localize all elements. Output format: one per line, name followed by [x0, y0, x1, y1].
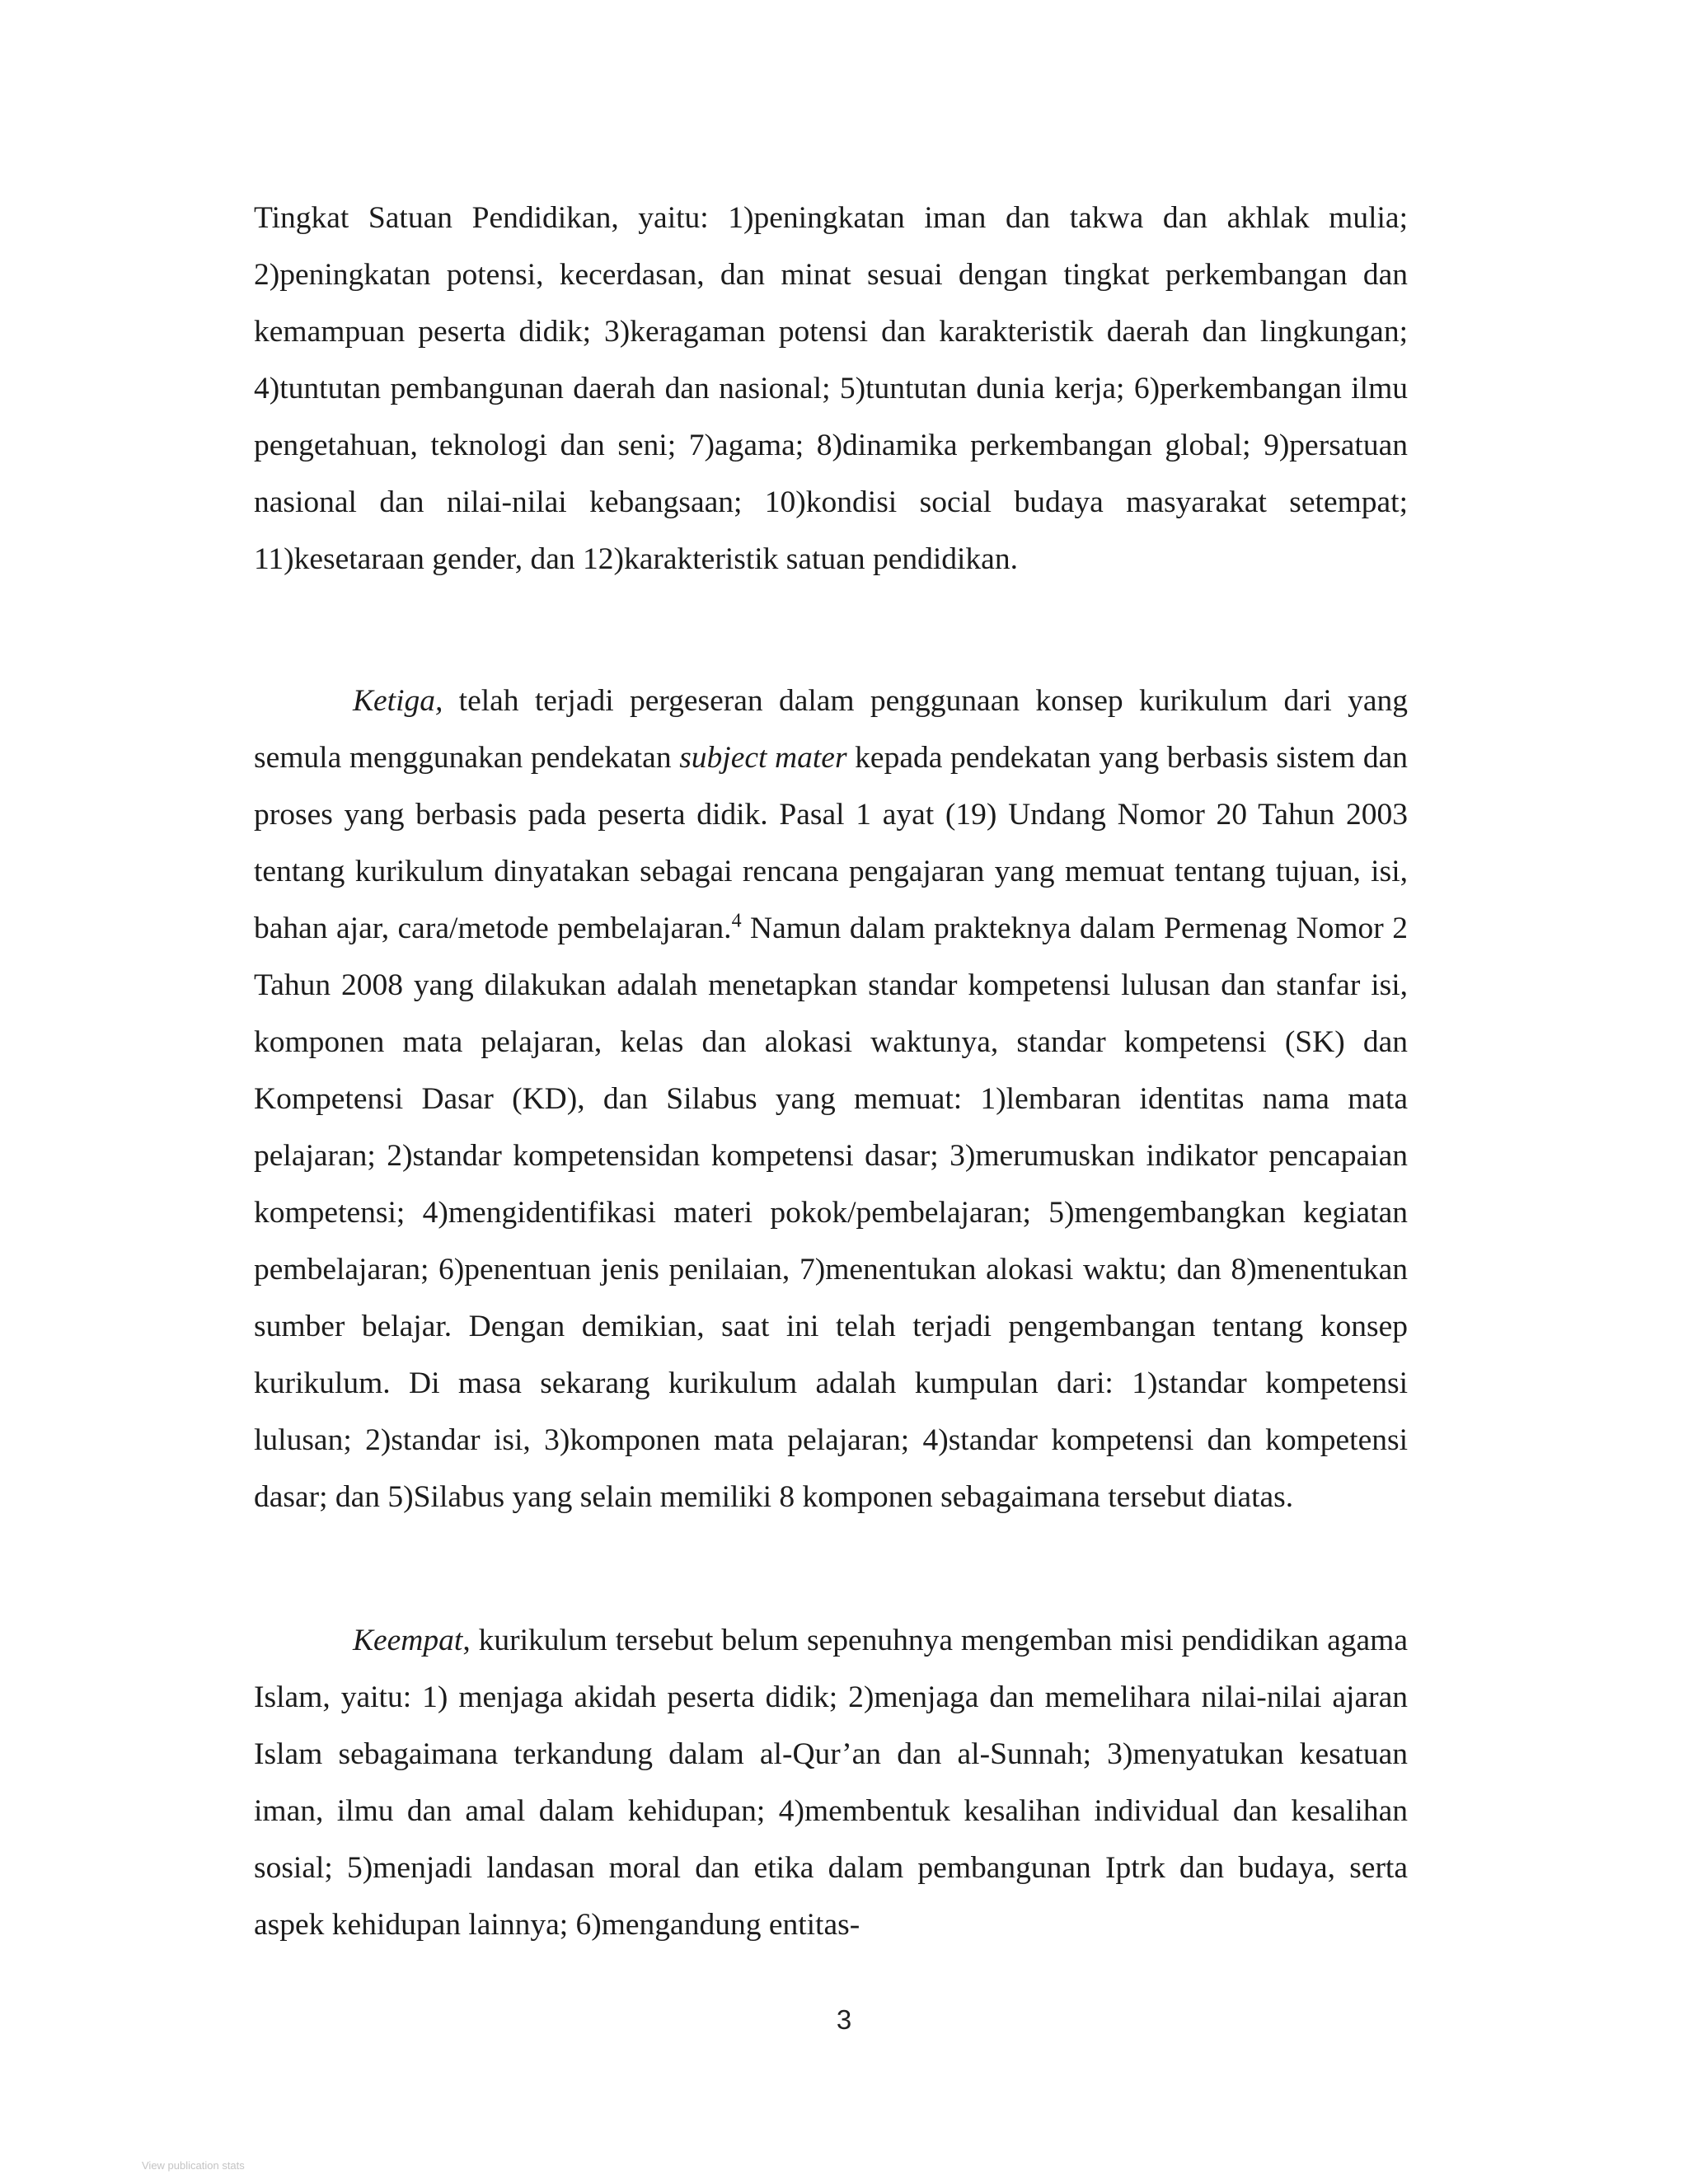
- paragraph-2-lead: Ketiga,: [353, 684, 443, 718]
- paragraph-3-text: , kurikulum tersebut belum sepenuhnya mengemban misi pendidikan agama Islam, yaitu: 1) menjaga akidah peserta didik; 2)menjaga dan memelihara nilai-nilai ajaran Islam sebagaimana terkandung dalam al-Qur’an dan al-Sunnah; 3)menyatukan kesatuan iman, ilmu dan amal dalam kehidupan; 4)membentuk kesalihan individual dan kesalihan sosial; 5)menjadi landasan moral dan etika dalam pembangunan Iptrk dan budaya, serta aspek kehidupan lainnya; 6)mengandung entitas-: [254, 1624, 1408, 1942]
- paragraph-3: [254, 1612, 1408, 1953]
- paragraph-2-text-b: kepada pendekatan yang berbasis sistem dan proses yang berbasis pada peserta didik. Pasal 1 ayat (19) Undang Nomor 20 Tahun 2003 tentang kurikulum dinyatakan sebagai rencana pengajaran yang memuat tentang tujuan, isi, bahan ajar, cara/metode pembelajaran.: [254, 741, 1408, 945]
- publication-stats-link[interactable]: View publication stats: [142, 2159, 245, 2172]
- paragraph-2-text-c: Namun dalam prakteknya dalam Permenag Nomor 2 Tahun 2008 yang dilakukan adalah menetapkan standar kompetensi lulusan dan stanfar isi, komponen mata pelajaran, kelas dan alokasi waktunya, standar kompetensi (SK) dan Kompetensi Dasar (KD), dan Silabus yang memuat: 1)lembaran identitas nama mata pelajaran; 2)standar kompetensidan kompetensi dasar; 3)merumuskan indikator pencapaian kompetensi; 4)mengidentifikasi materi pokok/pembelajaran; 5)mengembangkan kegiatan pembelajaran; 6)penentuan jenis penilaian, 7)menentukan alokasi waktu; dan 8)menentukan sumber belajar. Dengan demikian, saat ini telah terjadi pengembangan tentang konsep kurikulum. Di masa sekarang kurikulum adalah kumpulan dari: 1)standar kompetensi lulusan; 2)standar isi, 3)komponen mata pelajaran; 4)standar kompetensi dan kompetensi dasar; dan 5)Silabus yang selain memiliki 8 komponen sebagaimana tersebut diatas.: [254, 912, 1408, 1514]
- paragraph-2-term: subject mater: [679, 741, 847, 775]
- paragraph-2-text-a: telah terjadi pergeseran dalam penggunaan konsep kurikulum dari yang semula menggunakan pendekatan: [254, 684, 1408, 775]
- paragraph-1-text: Tingkat Satuan Pendidikan, yaitu: 1)peningkatan iman dan takwa dan akhlak mulia; 2)peningkatan potensi, kecerdasan, dan minat sesuai dengan tingkat perkembangan dan kemampuan peserta didik; 3)keragaman potensi dan karakteristik daerah dan lingkungan; 4)tuntutan pembangunan daerah dan nasional; 5)tuntutan dunia kerja; 6)perkembangan ilmu pengetahuan, teknologi dan seni; 7)agama; 8)dinamika perkembangan global; 9)persatuan nasional dan nilai-nilai kebangsaan; 10)kondisi social budaya masyarakat setempat; 11)kesetaraan gender, dan 12)karakteristik satuan pendidikan.: [254, 201, 1408, 576]
- paragraph-2: [254, 673, 1408, 1526]
- paragraph-3-lead: Keempat: [353, 1624, 463, 1657]
- page-number: 3: [836, 2004, 852, 2035]
- footnote-reference[interactable]: 4: [731, 910, 742, 932]
- paragraph-1: [254, 190, 1408, 588]
